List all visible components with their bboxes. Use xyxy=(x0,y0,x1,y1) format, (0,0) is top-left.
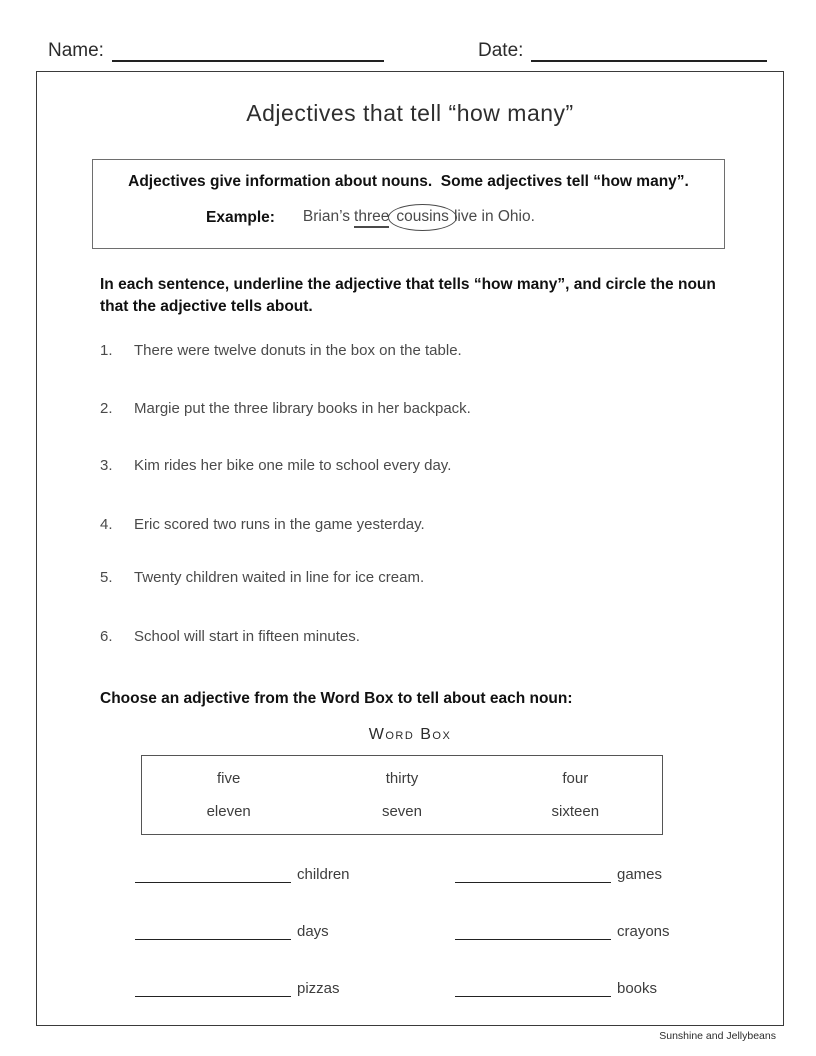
sentence-2 xyxy=(100,400,471,417)
rule-example-box xyxy=(92,159,725,249)
answer-blank xyxy=(455,980,611,997)
answer-blank xyxy=(455,866,611,883)
rule-text: Adjectives give information about nouns. Some adjectives tell “how many”. xyxy=(128,173,689,190)
word-box-word: eleven xyxy=(206,803,251,820)
fill-item-crayons xyxy=(455,923,670,940)
fill-item-children xyxy=(135,866,350,883)
directions-text: In each sentence, underline the adjective that tells “how many”, and circle the noun that the adjective tells about. xyxy=(100,276,716,315)
sentence-5-text: Twenty children waited in line for ice cream. xyxy=(134,569,425,586)
sentence-6-text: School will start in fifteen minutes. xyxy=(134,628,360,645)
fill-noun: pizzas xyxy=(297,980,340,997)
fill-noun: crayons xyxy=(617,923,670,940)
sentence-2-number: 2. xyxy=(100,400,113,417)
word-box-word: sixteen xyxy=(551,803,600,820)
publisher-credit: Sunshine and Jellybeans xyxy=(659,1030,776,1042)
fill-noun: books xyxy=(617,980,658,997)
fill-item-games xyxy=(455,866,662,883)
fill-item-books xyxy=(455,980,657,997)
date-blank-line xyxy=(531,44,767,62)
sentence-4-text: Eric scored two runs in the game yesterday. xyxy=(134,516,425,533)
example-pre-text: Brian’s xyxy=(302,208,351,225)
date-field xyxy=(478,40,767,62)
sentence-6-number: 6. xyxy=(100,628,113,645)
example-post-text: live in Ohio. xyxy=(453,208,535,225)
example-circled-noun: cousins xyxy=(388,204,457,231)
fill-item-pizzas xyxy=(135,980,340,997)
answer-blank xyxy=(135,980,291,997)
example-underlined-adjective: three xyxy=(354,208,389,228)
word-box xyxy=(141,755,663,835)
answer-blank xyxy=(455,923,611,940)
example-sentence xyxy=(303,208,535,227)
example-label: Example: xyxy=(206,208,275,226)
sentence-1 xyxy=(100,342,462,359)
example-line xyxy=(206,208,724,227)
fill-noun: games xyxy=(617,866,663,883)
sentence-3 xyxy=(100,457,451,474)
fill-noun: children xyxy=(297,866,350,883)
sentence-1-number: 1. xyxy=(100,342,113,359)
word-box-word: five xyxy=(216,770,241,787)
answer-blank xyxy=(135,866,291,883)
sentence-5 xyxy=(100,569,424,586)
fill-item-days xyxy=(135,923,329,940)
sentence-3-number: 3. xyxy=(100,457,113,474)
word-box-word: seven xyxy=(381,803,422,820)
word-box-heading: Word Box xyxy=(368,726,452,743)
name-field xyxy=(48,40,384,62)
sentence-1-text: There were twelve donuts in the box on the table. xyxy=(134,342,462,359)
sentence-2-text: Margie put the three library books in her backpack. xyxy=(134,400,471,417)
sentence-3-text: Kim rides her bike one mile to school every day. xyxy=(134,457,452,474)
answer-blank xyxy=(135,923,291,940)
sentence-4-number: 4. xyxy=(100,516,113,533)
name-date-row xyxy=(48,40,770,62)
word-box-word: thirty xyxy=(385,770,419,787)
name-blank-line xyxy=(112,44,384,62)
fill-noun: days xyxy=(297,923,329,940)
sentence-4 xyxy=(100,516,425,533)
word-box-word: four xyxy=(562,770,589,787)
sentence-5-number: 5. xyxy=(100,569,113,586)
page-title: Adjectives that tell “how many” xyxy=(246,100,574,126)
date-label: Date: xyxy=(478,40,524,61)
name-label: Name: xyxy=(48,40,104,61)
word-box-prompt: Choose an adjective from the Word Box to tell about each noun: xyxy=(100,690,573,707)
sentence-6 xyxy=(100,628,360,645)
